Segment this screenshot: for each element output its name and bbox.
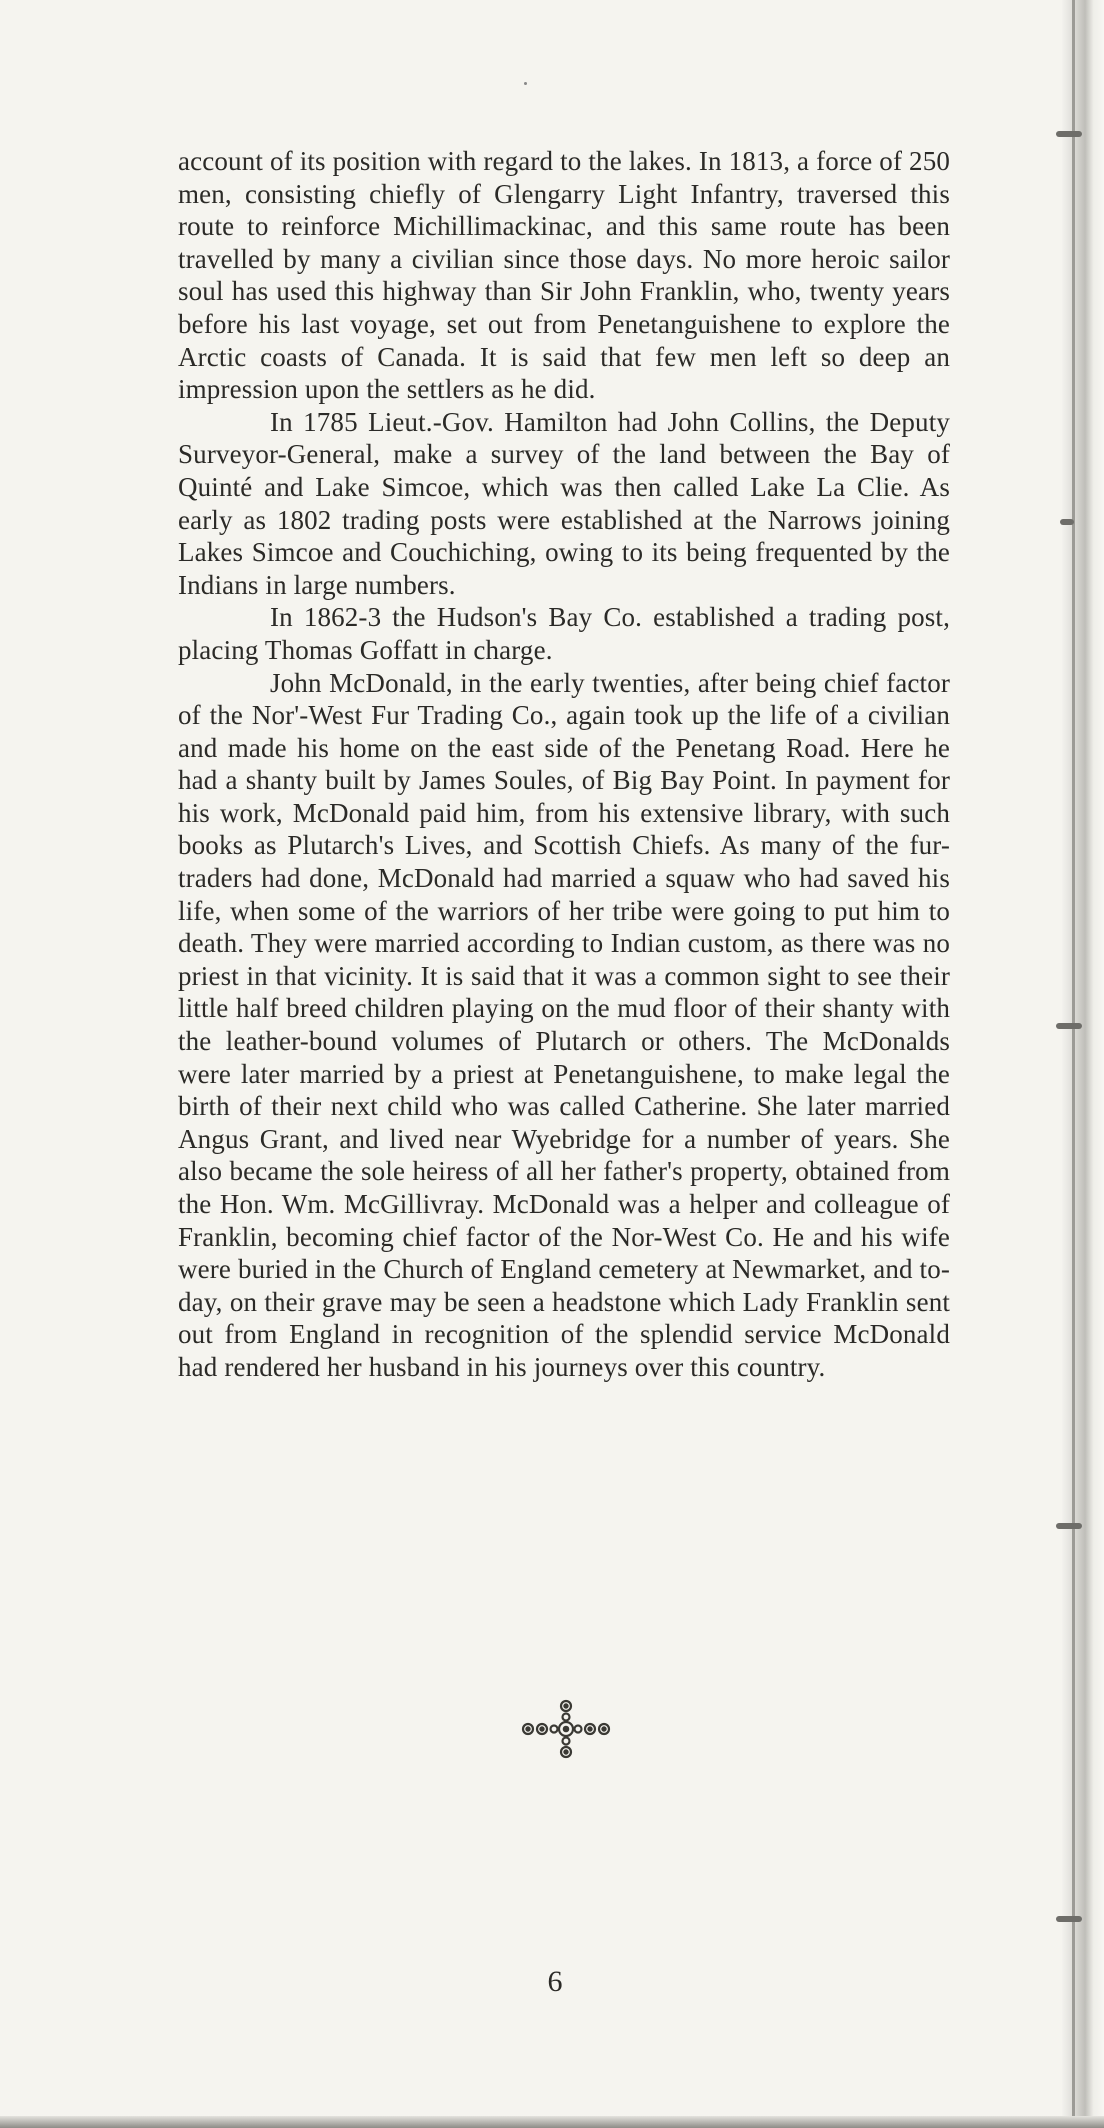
floral-cross-ornament-icon (518, 1697, 614, 1761)
binding-line (1072, 0, 1075, 2128)
page-bottom-edge (0, 2116, 1104, 2128)
page-number: 6 (547, 1965, 563, 1998)
binding-mark (1056, 131, 1082, 137)
speck (524, 82, 527, 85)
binding-mark (1056, 1023, 1082, 1029)
binding-mark (1060, 519, 1074, 525)
binding-mark (1056, 1523, 1082, 1529)
binding-mark (1056, 1916, 1082, 1922)
paragraph-3: In 1862-3 the Hudson's Bay Co. established a trading post, placing Thomas Goffatt in charge. (178, 602, 950, 665)
paragraph-2: In 1785 Lieut.-Gov. Hamilton had John Collins, the Deputy Surveyor-General, make a survey of the land between the Bay of Quinté and Lake Simcoe, which was then called Lake La Clie. As early as 1802 trading posts were established at the Narrows joining Lakes Simcoe and Couchiching, owing to its being frequented by the Indians in large numbers. (178, 406, 950, 600)
body-text (178, 145, 950, 1384)
binding-edge (1062, 0, 1104, 2128)
paragraph-1: account of its position with regard to the lakes. In 1813, a force of 250 men, consisting chiefly of Glengarry Light Infantry, traversed this route to reinforce Michillimackinac, and this same route has been travelled by many a civilian since those days. No more heroic sailor soul has used this highway than Sir John Franklin, who, twenty years before his last voyage, set out from Penetanguishene to explore the Arctic coasts of Canada. It is said that few men left so deep an impression upon the settlers as he did. (178, 146, 950, 405)
paragraph-4: John McDonald, in the early twenties, after being chief factor of the Nor'-West Fur Trading Co., again took up the life of a civilian and made his home on the east side of the Penetang Road. Here he had a shanty built by James Soules, of Big Bay Point. In payment for his work, McDonald paid him, from his extensive library, with such books as Plutarch's Lives, and Scottish Chiefs. As many of the fur-traders had done, McDonald had married a squaw who had saved his life, when some of the warriors of her tribe were going to put him to death. They were married according to Indian custom, as there was no priest in that vicinity. It is said that it was a common sight to see their little half breed children playing on the mud floor of their shanty with the leather-bound volumes of Plutarch or others. The McDonalds were later married by a priest at Penetanguishene, to make legal the birth of their next child who was called Catherine. She later married Angus Grant, and lived near Wyebridge for a number of years. She also became the sole heiress of all her father's property, obtained from the Hon. Wm. McGillivray. McDonald was a helper and colleague of Franklin, becoming chief factor of the Nor-West Co. He and his wife were buried in the Church of England cemetery at Newmarket, and to-day, on their grave may be seen a headstone which Lady Franklin sent out from England in recognition of the splendid service McDonald had rendered her husband in his journeys over this country. (178, 667, 950, 1382)
